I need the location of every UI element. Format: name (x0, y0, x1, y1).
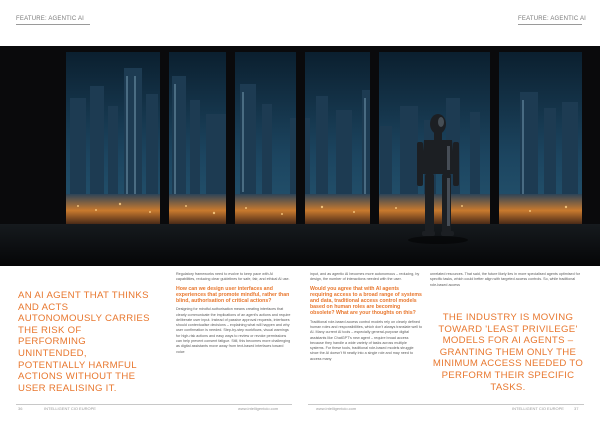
page-number-right: 37 (574, 406, 579, 411)
website-url-right: www.intelligentcio.com (316, 406, 357, 411)
magazine-name-right: INTELLIGENT CIO EUROPE (512, 406, 564, 411)
article-column-3 (430, 272, 582, 291)
column-3-body: unrelated resources. That said, the future likely lies in more specialised agents optimised for specific tasks, which could better align with targeted access controls. So, while traditional role-based access (430, 272, 580, 287)
article-column-1 (176, 272, 292, 358)
section-tag-right: FEATURE: AGENTIC AI (518, 15, 582, 25)
website-url-left: www.intelligentcio.com (238, 406, 279, 411)
pull-quote-left: AN AI AGENT THAT THINKS AND ACTS AUTONOMOUSLY CARRIES THE RISK OF PERFORMING UNINTENDED, POTENTIALLY HARMFUL ACTIONS WITHOUT THE USER REALISING IT. (18, 290, 150, 394)
magazine-name-left: INTELLIGENT CIO EUROPE (44, 406, 96, 411)
hero-image (0, 46, 600, 266)
footer-rule-left (16, 404, 292, 405)
column-2-body: Traditional role-based access control models rely on clearly defined human roles and responsibilities, which don't always translate well to AI. Many current AI tools – especially general-purpose digital assistants like ChatGPT's new agent – require broad access because they handle a wide variety of tasks across multiple systems. For these tools, traditional role-based models struggle since the AI doesn't fit neatly into a single role and may need to access many (310, 319, 423, 361)
question-subhead-2: Would you agree that with AI agents requiring access to a broad range of systems and data, traditional access control models based on human roles are becoming obsolete? What are your thoughts on this? (310, 285, 422, 317)
column-2-intro: input, and as agentic AI becomes more autonomous – reducing, by design, the number of interactions needed with the user. (310, 272, 420, 282)
footer-rule-right (308, 404, 584, 405)
article-column-2 (310, 272, 422, 365)
section-tag-left: FEATURE: AGENTIC AI (16, 15, 90, 25)
pull-quote-right: THE INDUSTRY IS MOVING TOWARD 'LEAST PRIVILEGE' MODELS FOR AI AGENTS – GRANTING THEM ONLY THE MINIMUM ACCESS NEEDED TO PERFORM THEIR SPECIFIC TASKS. (432, 312, 584, 393)
column-1-body: Designing for mindful authorisation means creating interfaces that clearly communicate the implications of an agent's actions and require deliberate user input. Instead of passive approval requests, interfaces should contextualise decisions – explaining what will happen and why user confirmation is needed. Step-by-step workflows, visual warnings for high-risk actions and easy ways to review or revoke permissions can help prevent consent fatigue. Still, this becomes more challenging as digital assistants move away from text-based interfaces toward voice (176, 307, 291, 354)
column-1-intro: Regulatory frameworks need to evolve to keep pace with AI capabilities, reducing clear guidelines for safe, fair, and ethical AI use. (176, 272, 290, 282)
question-subhead-1: How can we design user interfaces and experiences that promote mindful, rather than blind, authorisation of critical actions? (176, 285, 290, 304)
page-number-left: 36 (18, 406, 23, 411)
